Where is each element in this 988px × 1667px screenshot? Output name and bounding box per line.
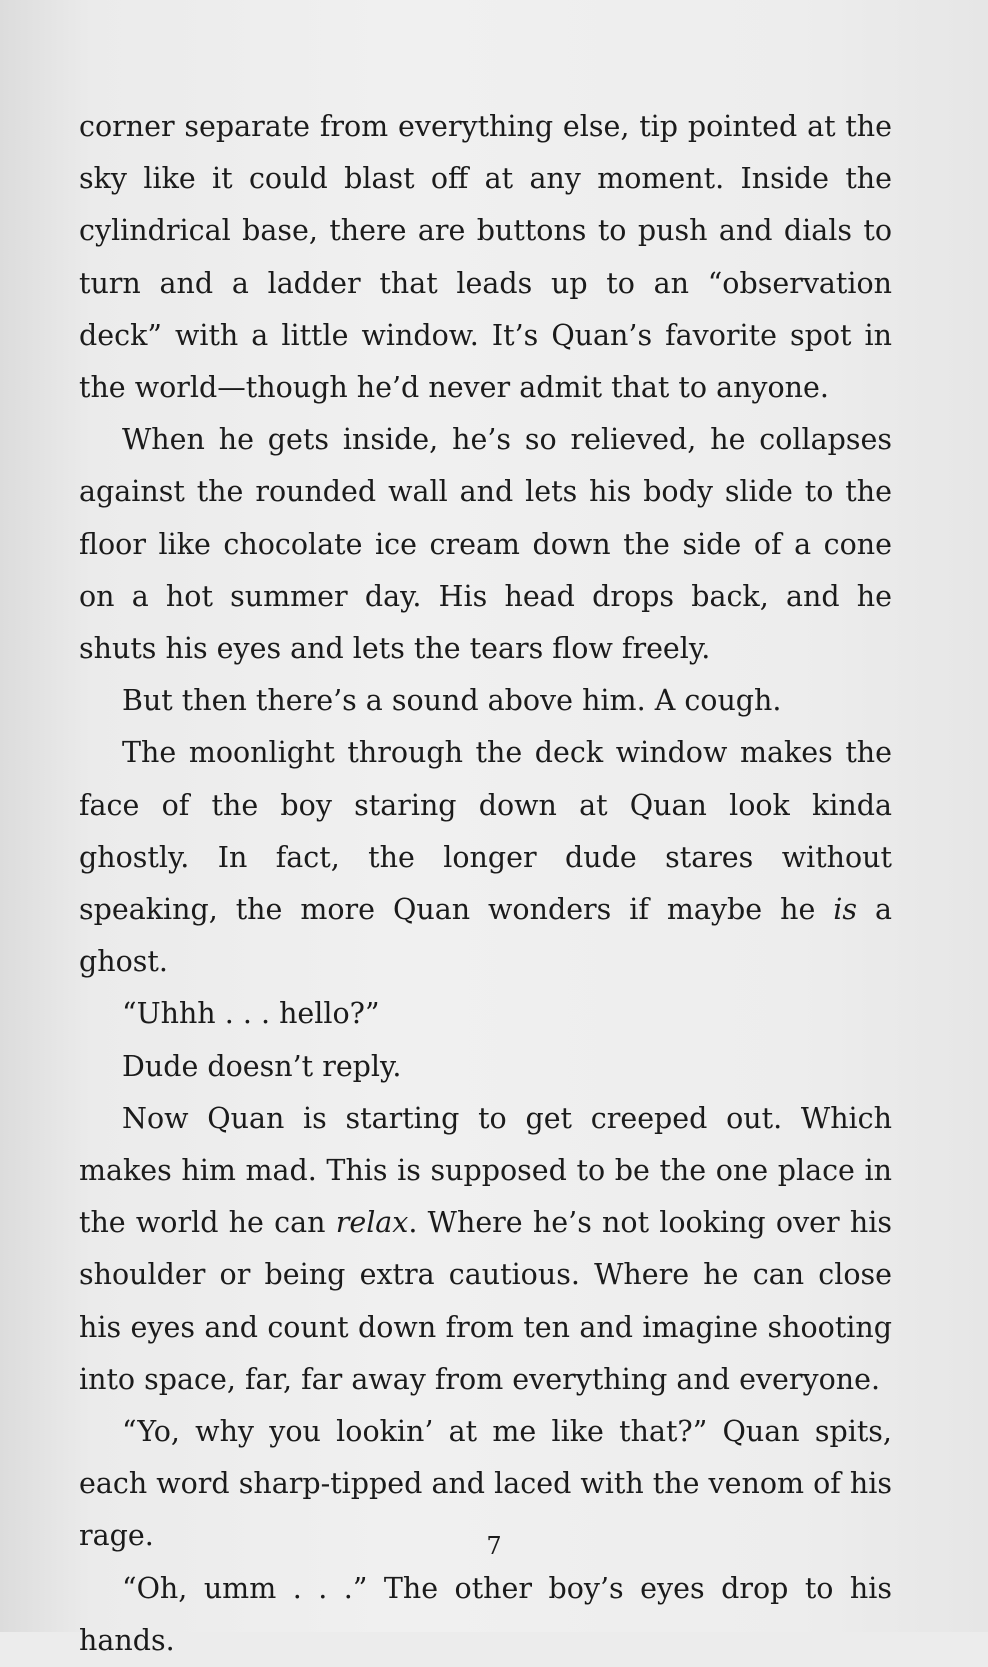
text-segment: But then there’s a sound above him. A cough.	[122, 684, 782, 718]
text-segment: Dude doesn’t reply.	[122, 1049, 402, 1083]
italic-text: relax	[335, 1206, 409, 1240]
text-segment: “Uhhh . . . hello?”	[122, 997, 380, 1031]
italic-text: is	[833, 893, 858, 927]
paragraph	[79, 1563, 892, 1667]
paragraph	[79, 101, 892, 414]
paragraph	[79, 1041, 892, 1093]
paragraph	[79, 414, 892, 675]
text-segment: corner separate from everything else, tip pointed at the sky like it could blast off at any moment. Inside the cylindrical base, there are buttons to push and dials to turn and a ladder that leads up to an “observation deck” with a little window. It’s Quan’s favorite spot in the world—though he’d never admit that to anyone.	[79, 110, 892, 405]
text-segment: . Where he’s not looking over his shoulder or being extra cautious. Where he can close his eyes and count down from ten and imagine shooting into space, far, far away from everything and everyone.	[79, 1206, 892, 1396]
paragraph	[79, 988, 892, 1040]
body-text	[79, 101, 892, 1667]
paragraph	[79, 727, 892, 988]
text-segment: a ghost.	[79, 893, 892, 979]
text-segment: “Oh, umm . . .” The other boy’s eyes drop to his hands.	[79, 1571, 892, 1657]
text-segment: Now Quan is starting to get creeped out. Which makes him mad. This is supposed to be the one place in the world he can	[79, 1101, 892, 1240]
page-number: 7	[486, 1532, 502, 1560]
text-segment: “Yo, why you lookin’ at me like that?” Quan spits, each word sharp-tipped and laced with the venom of his rage.	[79, 1415, 892, 1553]
paragraph	[79, 675, 892, 727]
paragraph	[79, 1093, 892, 1406]
text-segment: The moonlight through the deck window makes the face of the boy staring down at Quan look kinda ghostly. In fact, the longer dude stares without speaking, the more Quan wonders if maybe he	[79, 736, 892, 927]
text-segment: When he gets inside, he’s so relieved, he collapses against the rounded wall and lets his body slide to the floor like chocolate ice cream down the side of a cone on a hot summer day. His head drops back, and he shuts his eyes and lets the tears flow freely.	[79, 423, 892, 666]
